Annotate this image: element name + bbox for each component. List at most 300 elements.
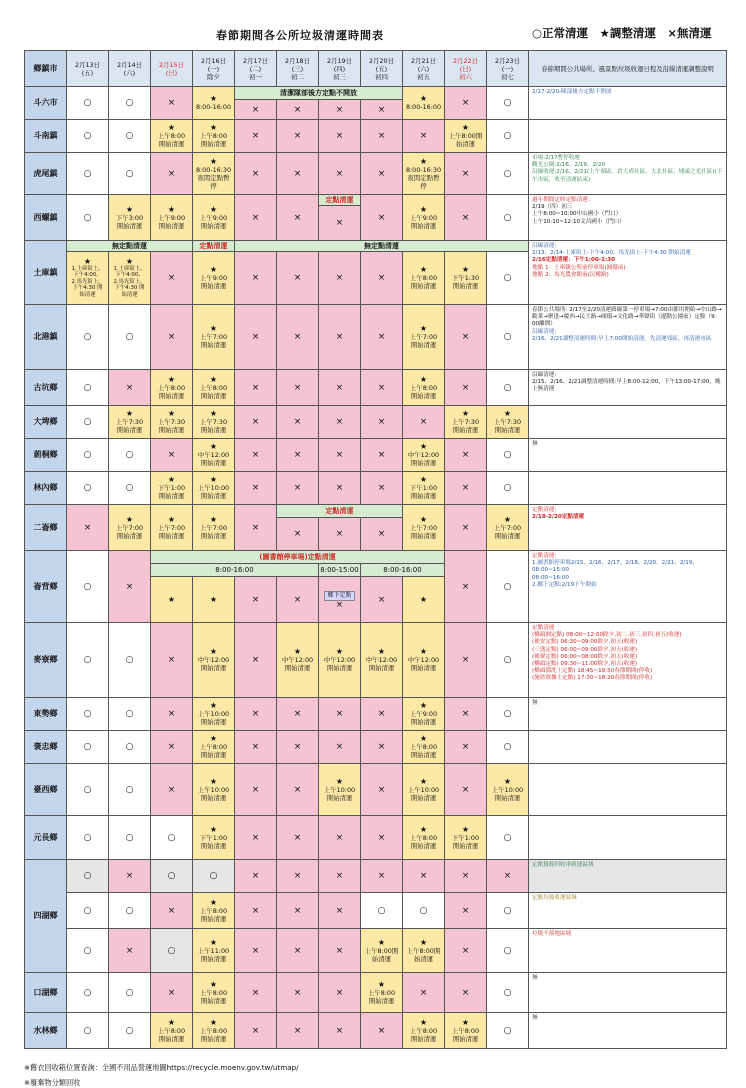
cell-none: × (109, 929, 151, 973)
header-row (25, 51, 727, 87)
note-cell (529, 764, 727, 816)
cell-normal: ○ (487, 305, 529, 370)
cell-none: × (361, 439, 403, 472)
cell-none: × (235, 1013, 277, 1049)
cell-none: × (235, 370, 277, 406)
schedule-table (24, 50, 727, 1049)
cell-none: × (277, 305, 319, 370)
cell-adjust: ★ 中午12:00 開始清運 (277, 623, 319, 698)
cell-normal: ○ (487, 472, 529, 505)
cell-normal: ○ (67, 973, 109, 1013)
table-row (25, 764, 727, 816)
cell-normal: ○ (487, 623, 529, 698)
town-name: 斗南鎮 (25, 120, 67, 153)
note-cell: 定點資源回收車收運區域 (529, 860, 727, 893)
day-header: 2月15日 (日) (151, 51, 193, 87)
table-row (25, 551, 727, 564)
cell-none: × (361, 1013, 403, 1049)
note-cell: 2/17-2/20-隊部後方定點不開放 (529, 87, 727, 120)
town-name: 水林鄉 (25, 1013, 67, 1049)
cell-normal: ○ (487, 929, 529, 973)
cell-none: × (151, 305, 193, 370)
cell-adjust: ★ 上午7:30 開始清運 (151, 406, 193, 439)
cell-none: × (235, 893, 277, 929)
cell-normal: ○ (487, 816, 529, 860)
cell-none: 鄉下定點 × (319, 577, 361, 623)
cell-normal: ○ (67, 860, 109, 893)
cell-adjust: ★ 8:00-16:00 (403, 87, 445, 120)
cell-adjust: ★ (403, 577, 445, 623)
cell-none: × (151, 153, 193, 195)
legend: ○正常清運 ★調整清運 ×無清運 (532, 26, 712, 40)
town-name: 臺西鄉 (25, 764, 67, 816)
cell-none: × (361, 764, 403, 816)
cell-adjust: ★ 上午7:00 開始清運 (193, 505, 235, 551)
cell-adjust: ★ 中午12:00 開始清運 (361, 623, 403, 698)
cell-adjust: ★ 上午10:00 開始清運 (319, 764, 361, 816)
cell-normal: ○ (487, 1013, 529, 1049)
cell-adjust: ★ 上午8:00開 始清運 (361, 929, 403, 973)
cell-none: × (319, 518, 361, 551)
cell-none: × (319, 973, 361, 1013)
note-cell: 沿線清運： 2/13、2/14-土庫街上-下午4:00，馬光街上-下午4:30 開始清運 2/16定點清運：下午1:00-1:30 地點 1：土庫鎮公所前停車場(圓環前) 地點 2：馬光農會館前(民權路) (529, 241, 727, 305)
cell-adjust: ★ 上午8:00 開始清運 (151, 1013, 193, 1049)
cell-none: × (445, 439, 487, 472)
cell-none: × (235, 816, 277, 860)
cell-adjust: ★ 下午3:00 開始清運 (109, 195, 151, 241)
note-cell: 無 (529, 973, 727, 1013)
town-name: 虎尾鎮 (25, 153, 67, 195)
cell-adjust: ★ 上午8:00 開始清運 (193, 1013, 235, 1049)
cell-normal: ○ (67, 816, 109, 860)
note-cell: 春節公共場所: 2/17至2/20清運路線第一停車場→7:00由郡用開始→中山路→勸業→聚逢→慶西→民主路→圓環→文化路→華聲街（邊動公園前）定點（9：00離開） 沿線清運： 2/16、2/21調整清運時間:早上7:00開始清運，先清運郊區，再清運市區 (529, 305, 727, 370)
cell-adjust: ★ 1.土庫街上， 下午4:00、 2.馬光街上， 下午4:30 開 始清運 (67, 252, 109, 305)
town-column-header: 鄉鎮市 (25, 51, 67, 87)
cell-normal: ○ (109, 153, 151, 195)
cell-none: × (277, 731, 319, 764)
cell-adjust: ★ 8:00-16:30 夜間定點暫 停 (403, 153, 445, 195)
cell-none: × (151, 623, 193, 698)
cell-none: × (151, 252, 193, 305)
cell-none: × (277, 973, 319, 1013)
cell-adjust: ★ 上午8:00 開始清運 (151, 370, 193, 406)
cell-none: × (235, 120, 277, 153)
cell-none: × (151, 698, 193, 731)
note-cell: 無 (529, 439, 727, 472)
cell-none: × (319, 698, 361, 731)
table-row (25, 893, 727, 929)
cell-none: × (445, 973, 487, 1013)
cell-normal: ○ (487, 439, 529, 472)
cell-normal: ○ (487, 973, 529, 1013)
cell-normal: ○ (109, 439, 151, 472)
cell-none: × (445, 87, 487, 120)
cell-none: × (277, 577, 319, 623)
table-row (25, 439, 727, 472)
cell-none: × (235, 577, 277, 623)
cell-none: × (403, 120, 445, 153)
cell-none: × (319, 472, 361, 505)
cell-none: × (403, 860, 445, 893)
cell-none: × (445, 623, 487, 698)
cell-normal: ○ (487, 893, 529, 929)
cell-none: × (403, 406, 445, 439)
cell-adjust: ★ (193, 577, 235, 623)
cell-adjust: ★ 上午7:00 開始清運 (109, 505, 151, 551)
cell-normal: ○ (109, 764, 151, 816)
cell-none: × (361, 731, 403, 764)
cell-adjust: ★ 上午8:00 開始清運 (193, 731, 235, 764)
cell-none: × (445, 305, 487, 370)
cell-none: × (361, 518, 403, 551)
band-label: (圖書館停車場)定點清運 (151, 551, 445, 564)
cell-none: × (277, 518, 319, 551)
cell-normal: ○ (487, 370, 529, 406)
table-row (25, 505, 727, 518)
cell-none: × (361, 195, 403, 241)
cell-none: × (277, 472, 319, 505)
cell-normal: ○ (487, 698, 529, 731)
cell-none: × (277, 195, 319, 241)
note-cell: 垃圾不落地區域 (529, 929, 727, 973)
note-cell: 市場:2/17暫停收運 觀光公園:2/16、2/19、2/20 沿線收運:2/16、2/21(上午頭區、倉大成社區、大北社區、埔頭之光社區)(下午市區，收至清運結束) (529, 153, 727, 195)
cell-none: × (361, 577, 403, 623)
cell-none: × (277, 860, 319, 893)
cell-adjust: ★ 上午8:00開 始清運 (445, 120, 487, 153)
cell-none: × (235, 698, 277, 731)
cell-adjust: ★ 上午9:00 開始清運 (193, 195, 235, 241)
cell-none: × (361, 816, 403, 860)
table-row (25, 472, 727, 505)
town-name: 北港鎮 (25, 305, 67, 370)
cell-adjust: ★ 上午8:00 開始清運 (193, 370, 235, 406)
cell-normal: ○ (109, 120, 151, 153)
cell-none: × (445, 764, 487, 816)
town-name: 古坑鄉 (25, 370, 67, 406)
cell-normal: ○ (151, 929, 193, 973)
note-cell (529, 406, 727, 439)
cell-normal: ○ (193, 860, 235, 893)
note-cell (529, 816, 727, 860)
band-label: 定點清運 (193, 241, 235, 252)
cell-none: × (109, 551, 151, 623)
page-title: 春節期間各公所垃圾清運時間表 (216, 29, 384, 42)
cell-adjust: ★ 上午9:00 開始清運 (193, 252, 235, 305)
note-cell: 定點清運： 1.圖書館停車場2/15、2/16、2/17、2/18、2/20、2/21、2/19，08:00~15:00 08:00~16:00 2.鄉下定點:2/19下午開始 (529, 551, 727, 623)
day-header: 2月23日 (一) 初七 (487, 51, 529, 87)
cell-normal: ○ (109, 973, 151, 1013)
cell-none: × (319, 439, 361, 472)
cell-none: × (319, 1013, 361, 1049)
table-row (25, 973, 727, 1013)
cell-normal: ○ (67, 406, 109, 439)
town-name: 土庫鎮 (25, 241, 67, 305)
cell-none: × (319, 731, 361, 764)
table-row (25, 370, 727, 406)
cell-adjust: ★ 上午7:00 開始清運 (487, 505, 529, 551)
cell-none: × (235, 929, 277, 973)
town-name: 林內鄉 (25, 472, 67, 505)
cell-adjust: ★ 上午10:00 開始清運 (403, 764, 445, 816)
cell-none: × (109, 370, 151, 406)
cell-adjust: ★ 上午8:00 開始清運 (403, 370, 445, 406)
town-name: 西螺鎮 (25, 195, 67, 241)
cell-normal: ○ (109, 893, 151, 929)
cell-none: × (445, 472, 487, 505)
cell-adjust: ★ 上午8:00 開始清運 (403, 731, 445, 764)
cell-none: × (361, 100, 403, 120)
day-header: 2月14日 (六) (109, 51, 151, 87)
table-row (25, 406, 727, 439)
cell-adjust: ★ 上午7:30 開始清運 (193, 406, 235, 439)
cell-none: × (319, 860, 361, 893)
cell-normal: ○ (67, 893, 109, 929)
cell-none: × (277, 1013, 319, 1049)
cell-adjust: ★ 下午1:00 開始清運 (403, 472, 445, 505)
cell-adjust: ★ 上午11:00 開始清運 (193, 929, 235, 973)
table-row (25, 698, 727, 731)
cell-normal: ○ (151, 816, 193, 860)
cell-normal: ○ (67, 439, 109, 472)
cell-adjust: ★ 上午9:00 開始清運 (403, 195, 445, 241)
cell-none: × (235, 973, 277, 1013)
cell-none: × (319, 929, 361, 973)
cell-normal: ○ (67, 698, 109, 731)
cell-normal: ○ (109, 623, 151, 698)
cell-none: × (403, 973, 445, 1013)
cell-none: × (361, 370, 403, 406)
cell-none: × (151, 87, 193, 120)
note-cell: 定點清運 (橋頭圓定點) 08:00~12:00除夕,初二,初三,初四,初五(收運) (後安定點) 06:30~09:00除夕,初五(收運) (三盛定點) 06:00~09:00除夕,初五(收運) (後寮定點) 06:00~08:00除夕,初五(收運) (橋頭定點) 09:30~11:00除夕,初五(收運) (橋頭淵洗上定點) 18:45~19:50春節期間(停收) (施厝寮據上定點) 17:30~18:20春節期間(停收) (529, 623, 727, 698)
cell-normal: ○ (67, 472, 109, 505)
note-cell (529, 472, 727, 505)
cell-adjust: ★ 下午1:30 開始清運 (445, 252, 487, 305)
town-name: 崙背鄉 (25, 551, 67, 623)
cell-none: × (445, 195, 487, 241)
cell-normal: ○ (487, 195, 529, 241)
cell-adjust: ★ 上午8:00 開始清運 (193, 120, 235, 153)
note-cell: 無 (529, 1013, 727, 1049)
table-row (25, 860, 727, 893)
cell-normal: ○ (109, 87, 151, 120)
note-cell: 定點垃圾收運區域 (529, 893, 727, 929)
cell-none: × (235, 406, 277, 439)
cell-normal: ○ (487, 87, 529, 120)
cell-none: × (319, 893, 361, 929)
cell-adjust: ★ 上午8:00 開始清運 (403, 816, 445, 860)
cell-adjust: ★ 上午8:00 開始清運 (193, 893, 235, 929)
cell-normal: ○ (67, 120, 109, 153)
cell-none: × (235, 439, 277, 472)
cell-none: × (445, 893, 487, 929)
cell-none: × (445, 370, 487, 406)
cell-adjust: ★ 上午8:00開 始清運 (403, 929, 445, 973)
cell-none: × (277, 764, 319, 816)
cell-adjust: ★ 中午12:00 開始清運 (193, 439, 235, 472)
cell-adjust: ★ (151, 577, 193, 623)
band-label: 清潔隊部後方定點不開放 (235, 87, 403, 100)
cell-adjust: ★ 上午9:00 開始清運 (403, 698, 445, 731)
table-row (25, 305, 727, 370)
cell-adjust: ★ 上午8:00 開始清運 (361, 973, 403, 1013)
cell-none: × (235, 764, 277, 816)
table-row (25, 153, 727, 195)
time-band: 8:00-16:00 (361, 564, 445, 577)
cell-none: × (235, 505, 277, 551)
day-header: 2月13日 (五) (67, 51, 109, 87)
cell-none: × (445, 551, 487, 623)
cell-none: × (361, 406, 403, 439)
day-header: 2月20日 (五) 初四 (361, 51, 403, 87)
cell-none: × (445, 731, 487, 764)
footer-note: ※舊衣回收箱位置查詢：全國不用品營運地圖https://recycle.moenv.gov.tw/utmap/ (24, 1063, 299, 1072)
cell-adjust: ★ 上午8:00 開始清運 (403, 1013, 445, 1049)
table-row (25, 929, 727, 973)
cell-adjust: ★ 上午8:00 開始清運 (445, 1013, 487, 1049)
cell-none: × (319, 206, 361, 241)
cell-adjust: ★ 下午1:00 開始清運 (445, 816, 487, 860)
cell-adjust: ★ 上午7:00 開始清運 (403, 505, 445, 551)
cell-adjust: ★ 上午10:00 開始清運 (193, 764, 235, 816)
cell-adjust: ★ 上午7:30 開始清運 (109, 406, 151, 439)
cell-normal: ○ (67, 153, 109, 195)
band-label: 無定點清運 (235, 241, 529, 252)
cell-normal: ○ (67, 87, 109, 120)
cell-none: × (277, 893, 319, 929)
day-header: 2月16日 (一) 除夕 (193, 51, 235, 87)
cell-normal: ○ (487, 153, 529, 195)
cell-normal: ○ (67, 370, 109, 406)
cell-none: × (151, 764, 193, 816)
cell-adjust: ★ 上午7:00 開始清運 (403, 305, 445, 370)
cell-none: × (151, 973, 193, 1013)
cell-none: × (319, 100, 361, 120)
cell-none: × (277, 406, 319, 439)
sub-label: 鄉下定點 (324, 591, 354, 601)
cell-none: × (319, 370, 361, 406)
day-header: 2月18日 (三) 初二 (277, 51, 319, 87)
cell-adjust: ★ 上午9:00 開始清運 (151, 195, 193, 241)
cell-none: × (361, 153, 403, 195)
cell-none: × (235, 305, 277, 370)
table-row (25, 87, 727, 100)
town-name: 莿桐鄉 (25, 439, 67, 472)
cell-normal: ○ (67, 305, 109, 370)
cell-normal: ○ (487, 551, 529, 623)
cell-normal: ○ (109, 698, 151, 731)
town-name: 口湖鄉 (25, 973, 67, 1013)
cell-normal: ○ (403, 893, 445, 929)
day-header: 2月22日 (日) 初六 (445, 51, 487, 87)
cell-normal: ○ (67, 764, 109, 816)
time-band: 8:00-16:00 (151, 564, 319, 577)
cell-none: × (277, 120, 319, 153)
cell-none: × (361, 860, 403, 893)
town-name: 元長鄉 (25, 816, 67, 860)
cell-normal: ○ (67, 551, 109, 623)
cell-adjust: ★ 上午7:00 開始清運 (151, 505, 193, 551)
town-name: 褒忠鄉 (25, 731, 67, 764)
cell-adjust: ★ 1.土庫街上， 下午4:00、 2.馬光街上， 下午4:30 開 始清運 (109, 252, 151, 305)
note-cell: 過年期間定時定點清運： 2/19（四）初三 上午8:00~10:00中山國小（門口） 上午10:10~12:10文昌國小（門口） (529, 195, 727, 241)
cell-adjust: ★ 中午12:00 開始清運 (403, 623, 445, 698)
cell-none: × (67, 505, 109, 551)
cell-none: × (235, 731, 277, 764)
cell-normal: ○ (67, 1013, 109, 1049)
cell-none: × (361, 698, 403, 731)
cell-none: × (361, 120, 403, 153)
cell-none: × (235, 252, 277, 305)
cell-normal: ○ (109, 472, 151, 505)
footer-note: ※廢棄物分類回收 (24, 1078, 81, 1087)
band-label: 定點清運 (319, 195, 361, 206)
town-name: 大埤鄉 (25, 406, 67, 439)
cell-adjust: ★ 上午7:30 開始清運 (487, 406, 529, 439)
cell-none: × (319, 120, 361, 153)
town-name: 二崙鄉 (25, 505, 67, 551)
cell-none: × (151, 439, 193, 472)
cell-none: × (235, 472, 277, 505)
cell-normal: ○ (109, 731, 151, 764)
cell-none: × (445, 860, 487, 893)
cell-none: × (319, 252, 361, 305)
cell-none: × (445, 929, 487, 973)
cell-normal: ○ (109, 305, 151, 370)
cell-adjust: ★ 上午10:00 開始清運 (487, 764, 529, 816)
cell-none: × (277, 929, 319, 973)
cell-none: × (235, 100, 277, 120)
cell-none: × (445, 505, 487, 551)
note-cell (529, 731, 727, 764)
cell-adjust: ★ 下午1:00 開始清運 (193, 816, 235, 860)
cell-none: × (319, 816, 361, 860)
cell-none: × (277, 698, 319, 731)
cell-adjust: ★ 中午12:00 開始清運 (193, 623, 235, 698)
cell-none: × (151, 731, 193, 764)
cell-normal: ○ (67, 731, 109, 764)
cell-none: × (235, 623, 277, 698)
cell-none: × (277, 370, 319, 406)
cell-normal: ○ (361, 893, 403, 929)
town-name: 東勢鄉 (25, 698, 67, 731)
table-row (25, 816, 727, 860)
cell-none: × (277, 252, 319, 305)
cell-none: × (361, 252, 403, 305)
note-cell (529, 120, 727, 153)
town-name: 四湖鄉 (25, 860, 67, 973)
cell-none: × (445, 153, 487, 195)
cell-none: × (361, 472, 403, 505)
cell-none: × (277, 439, 319, 472)
cell-normal: ○ (487, 252, 529, 305)
cell-normal: ○ (67, 195, 109, 241)
note-column-header: 春節期間公共場所、風景點垃圾收運日程及沿線清運調整說明 (529, 51, 727, 87)
cell-normal: ○ (487, 120, 529, 153)
table-row (25, 120, 727, 153)
cell-adjust: ★ 下午1:00 開始清運 (151, 472, 193, 505)
cell-adjust: ★ 上午8:00 開始清運 (151, 120, 193, 153)
cell-none: × (109, 860, 151, 893)
cell-normal: ○ (151, 860, 193, 893)
cell-none: × (151, 893, 193, 929)
cell-adjust: ★ 上午7:30 開始清運 (445, 406, 487, 439)
cell-none: × (277, 816, 319, 860)
cell-adjust: ★ 上午10:00 開始清運 (193, 698, 235, 731)
cell-normal: ○ (67, 623, 109, 698)
note-cell: 無 (529, 698, 727, 731)
cell-adjust: ★ 中午12:00 開始清運 (403, 439, 445, 472)
cell-normal: ○ (109, 816, 151, 860)
